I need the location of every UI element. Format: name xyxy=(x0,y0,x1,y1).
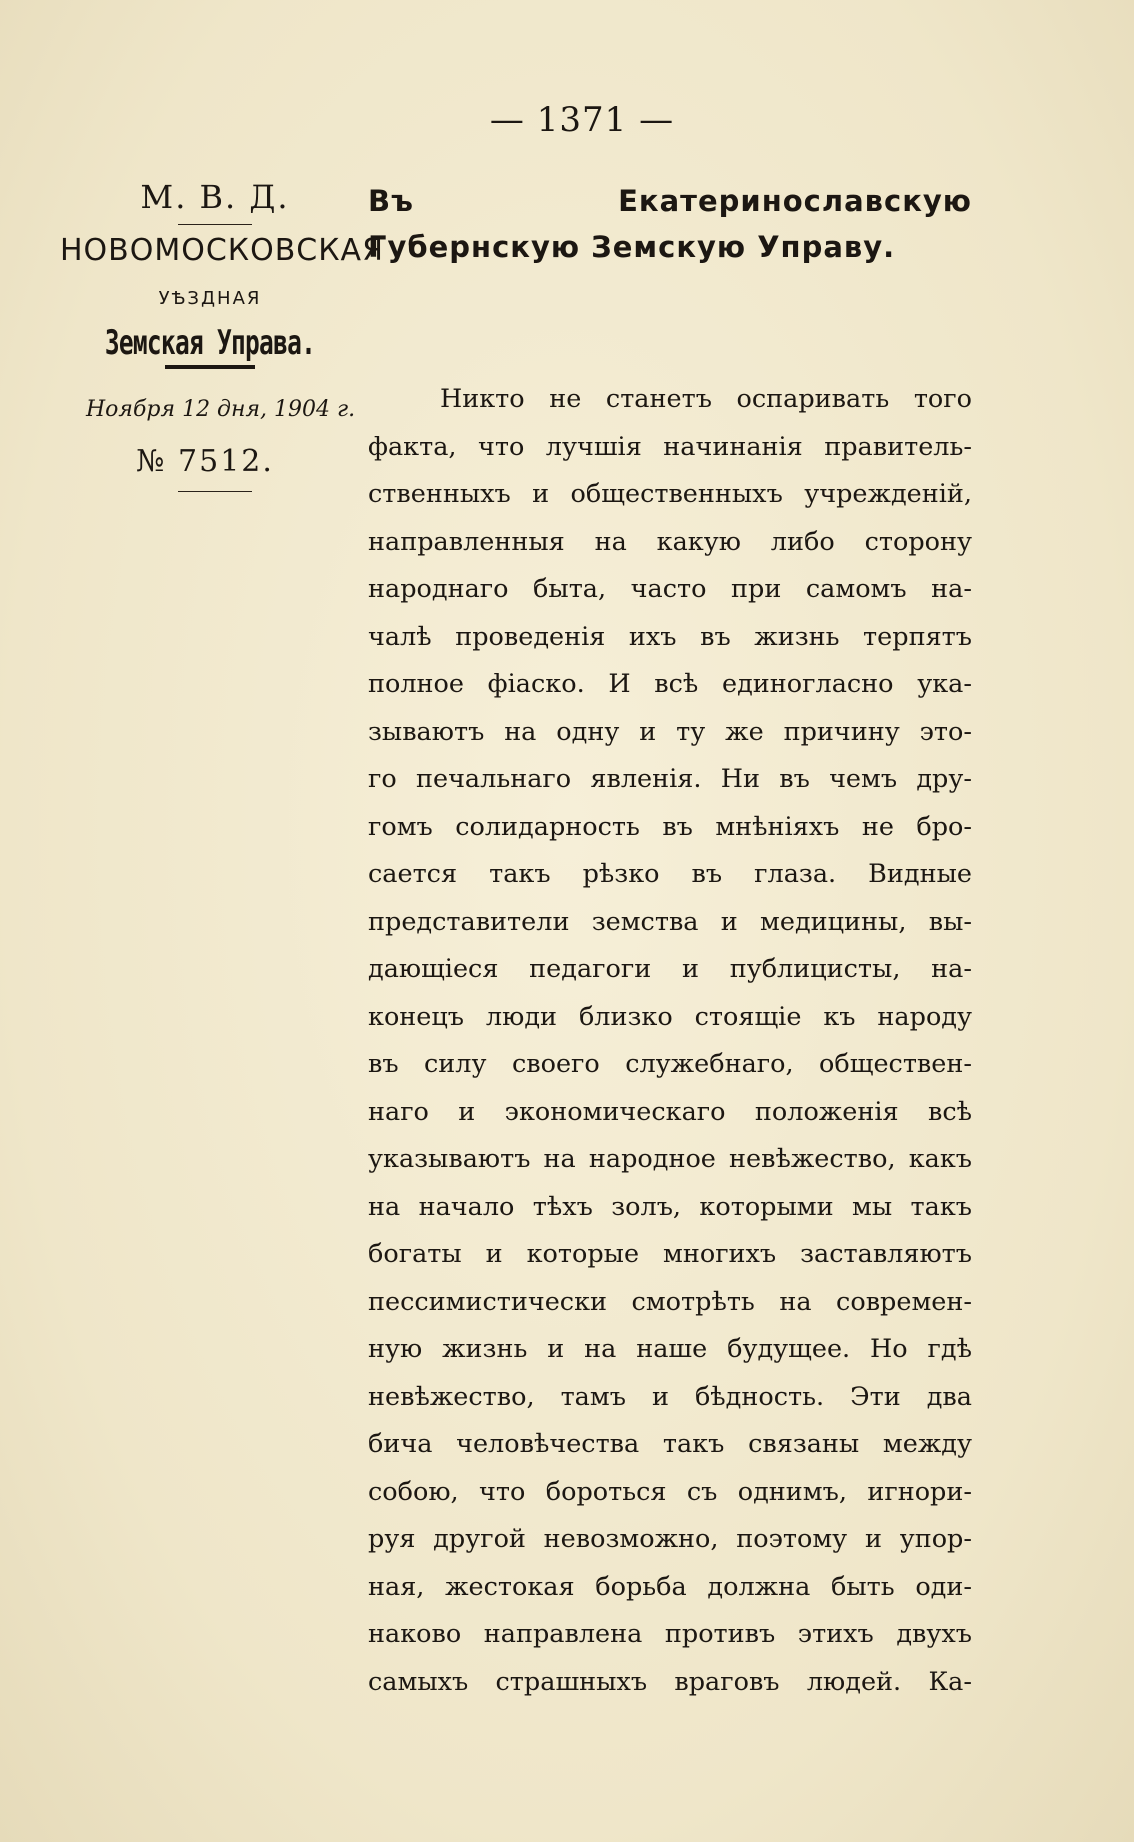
body-line: зываютъ на одну и ту же причину это- xyxy=(368,716,972,747)
sender-block xyxy=(60,178,384,500)
letter-number: № 7512. xyxy=(136,444,274,479)
body-line: народнаго быта, часто при самомъ на- xyxy=(368,574,972,604)
body-line: гомъ солидарность въ мнѣніяхъ не бро- xyxy=(368,811,972,842)
body-line: на начало тѣхъ золъ, которыми мы такъ xyxy=(368,1191,972,1222)
district-label: УѢЗДНАЯ xyxy=(158,288,262,309)
body-line: конецъ люди близко стоящіе къ народу xyxy=(368,1001,972,1032)
letter-body xyxy=(368,376,972,1706)
body-line: руя другой невозможно, поэтому и упор- xyxy=(368,1524,972,1554)
body-line: собою, что бороться съ однимъ, игнори- xyxy=(368,1476,972,1507)
divider-rule xyxy=(178,491,252,492)
body-line: ную жизнь и на наше будущее. Но гдѣ xyxy=(368,1334,972,1364)
body-line: невѣжество, тамъ и бѣдность. Эти два xyxy=(368,1381,972,1412)
body-line: представители земства и медицины, вы- xyxy=(368,906,972,937)
county-name: НОВОМОСКОВСКАЯ xyxy=(60,233,384,268)
body-line: указываютъ на народное невѣжество, какъ xyxy=(368,1144,972,1174)
ministry-label: М. В. Д. xyxy=(140,178,290,216)
divider-rule xyxy=(178,224,252,225)
page-number: — 1371 — xyxy=(489,100,675,140)
body-line: ная, жестокая борьба должна быть оди- xyxy=(368,1571,972,1602)
body-line: самыхъ страшныхъ враговъ людей. Ка- xyxy=(368,1666,972,1697)
body-line: Никто не станетъ оспаривать того xyxy=(440,384,972,414)
letter-date: Ноября 12 дня, 1904 г. xyxy=(86,397,356,422)
body-line: богаты и которые многихъ заставляютъ xyxy=(368,1239,972,1269)
addressee-heading: Въ Екатеринославскую Губернскую Земскую Управу. xyxy=(368,184,972,264)
body-line: полное фіаско. И всѣ единогласно ука- xyxy=(368,669,972,699)
body-line: наково направлена противъ этихъ двухъ xyxy=(368,1619,972,1649)
body-line: чалѣ проведенія ихъ въ жизнь терпятъ xyxy=(368,621,972,652)
body-line: пессимистически смотрѣть на современ- xyxy=(368,1286,972,1317)
body-line: факта, что лучшія начинанія правитель- xyxy=(368,431,972,462)
body-line: го печальнаго явленія. Ни въ чемъ дру- xyxy=(368,764,972,794)
body-line: направленныя на какую либо сторону xyxy=(368,526,972,557)
body-line: въ силу своего служебнаго, обществен- xyxy=(368,1049,972,1079)
body-line: дающіеся педагоги и публицисты, на- xyxy=(368,954,972,984)
body-line: ственныхъ и общественныхъ учрежденій, xyxy=(368,479,972,509)
board-underline xyxy=(165,365,255,369)
body-line: наго и экономическаго положенія всѣ xyxy=(368,1096,972,1127)
body-line: сается такъ рѣзко въ глаза. Видные xyxy=(368,859,972,889)
board-name: Земская Управа. xyxy=(104,323,316,363)
body-line: бича человѣчества такъ связаны между xyxy=(368,1429,972,1459)
